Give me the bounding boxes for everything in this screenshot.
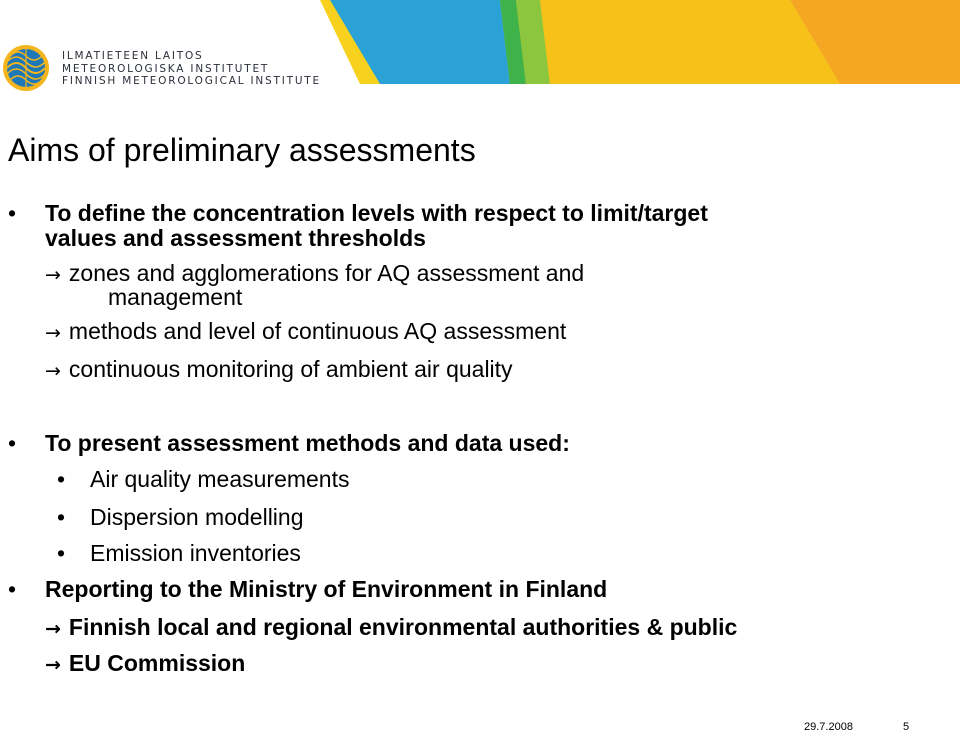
org-name-finnish: ILMATIETEEN LAITOS — [62, 50, 204, 62]
aim1-item-methods: → methods and level of continuous AQ assessment — [45, 318, 567, 344]
aim1-item-monitoring: → continuous monitoring of ambient air quality — [45, 356, 513, 382]
bullet-dot: • — [8, 430, 17, 456]
aim1-item-zones: → zones and agglomerations for AQ assessment and — [45, 260, 585, 286]
sub-bullet-dot: • — [57, 466, 66, 492]
aim2-heading: To present assessment methods and data used: — [45, 430, 570, 456]
aim3-item-eu: → EU Commission — [45, 650, 246, 676]
footer-page-number: 5 — [903, 721, 910, 733]
aim2-item-dispersion: Dispersion modelling — [90, 504, 304, 530]
sub-bullet-dot: • — [57, 504, 66, 530]
aim2-item-measurements: Air quality measurements — [90, 466, 350, 492]
aim3-heading: Reporting to the Ministry of Environment in Finland — [45, 576, 608, 602]
header-color-banner — [320, 0, 960, 84]
fmi-globe-logo-icon — [2, 44, 50, 92]
aim1-line2: values and assessment thresholds — [45, 225, 426, 251]
arrow-icon: → — [45, 654, 61, 676]
arrow-icon: → — [45, 618, 61, 640]
aim2-item-emissions: Emission inventories — [90, 540, 301, 566]
aim3-item-authorities: → Finnish local and regional environmental authorities & public — [45, 614, 738, 640]
sub-bullet-dot: • — [57, 540, 66, 566]
arrow-icon: → — [45, 322, 61, 344]
header — [0, 0, 960, 100]
bullet-dot: • — [8, 200, 17, 226]
org-name-swedish: METEOROLOGISKA INSTITUTET — [62, 62, 270, 75]
organization-names — [62, 50, 321, 88]
footer-date: 29.7.2008 — [804, 721, 853, 733]
slide-title: Aims of preliminary assessments — [8, 132, 476, 168]
arrow-icon: → — [45, 264, 61, 286]
aim1-item-zones-cont: management — [108, 284, 243, 310]
aim1-line1: To define the concentration levels with respect to limit/target — [45, 200, 708, 226]
org-name-english: FINNISH METEOROLOGICAL INSTITUTE — [62, 75, 321, 87]
arrow-icon: → — [45, 360, 61, 382]
bullet-dot: • — [8, 576, 17, 602]
